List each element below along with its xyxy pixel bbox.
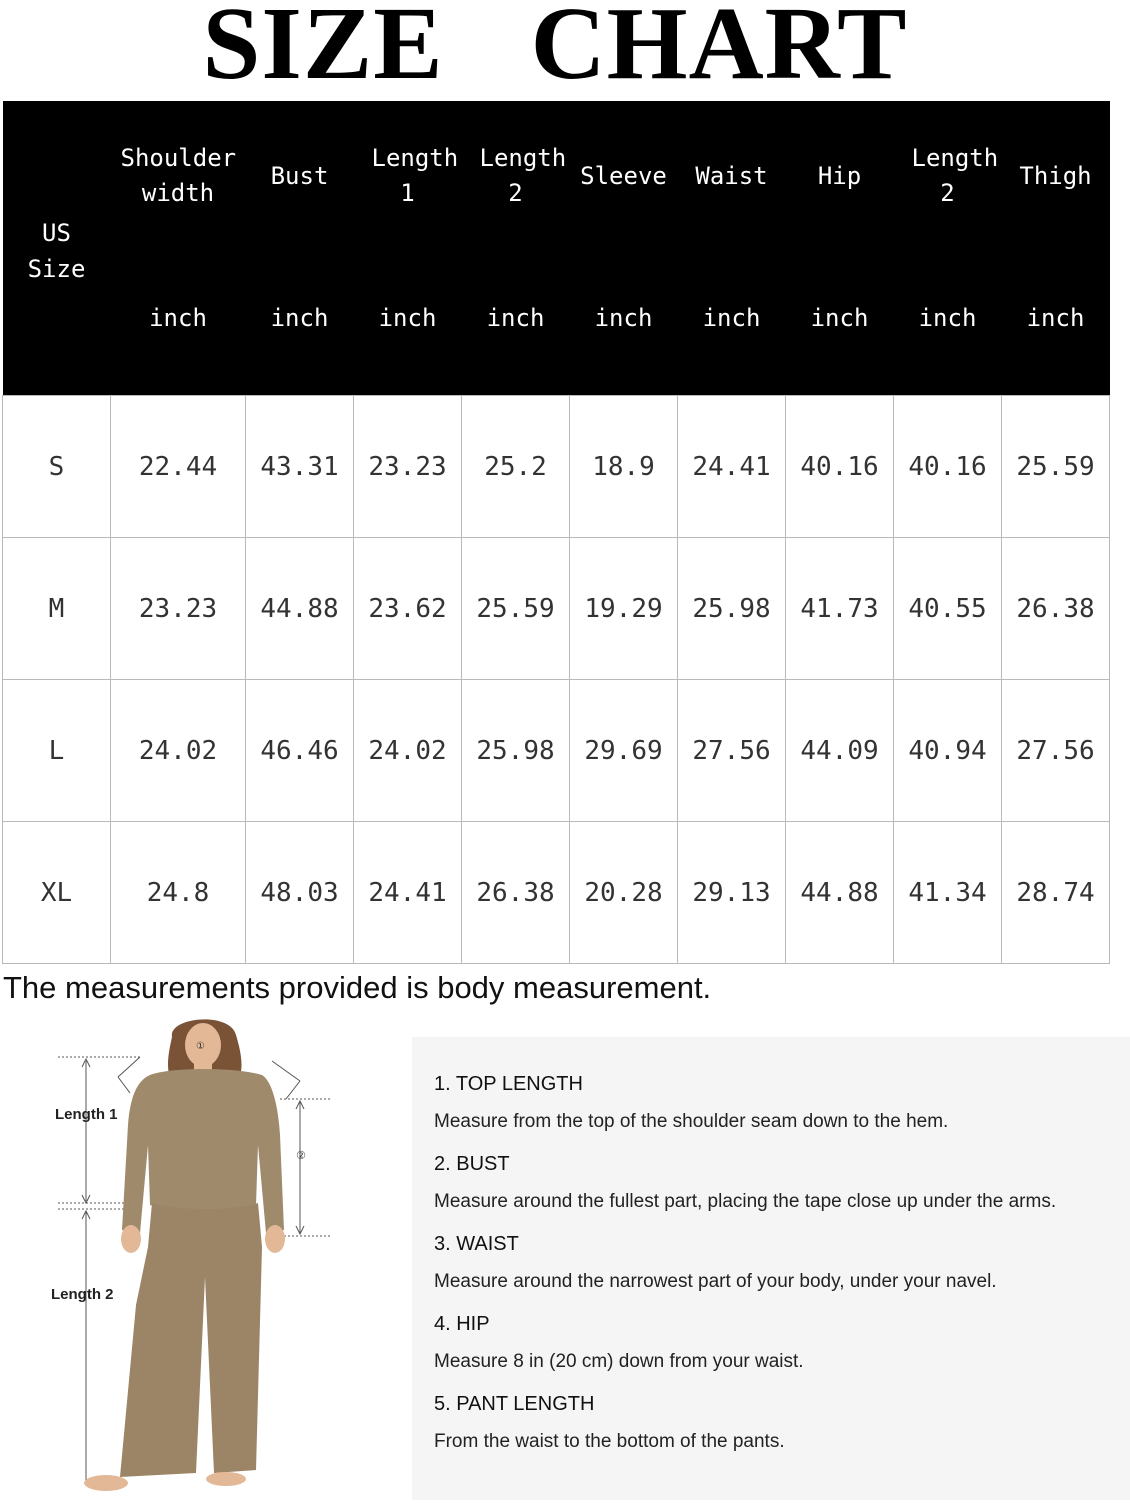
value-cell: 25.98 xyxy=(678,538,786,680)
value-cell: 29.69 xyxy=(570,680,678,822)
measuring-guide-panel xyxy=(412,1037,1130,1500)
header-unit: inch xyxy=(894,251,1002,396)
value-cell: 44.09 xyxy=(786,680,894,822)
header-unit: inch xyxy=(354,251,462,396)
guide-item-desc: Measure around the fullest part, placing the tape close up under the arms. xyxy=(434,1191,1057,1212)
pants-shape xyxy=(120,1203,262,1477)
value-cell: 29.13 xyxy=(678,822,786,964)
chart-title: SIZE CHART xyxy=(202,0,908,101)
bust-marker: ② xyxy=(296,1149,306,1162)
value-cell: 41.34 xyxy=(894,822,1002,964)
value-cell: 23.62 xyxy=(354,538,462,680)
measurement-note: The measurements provided is body measurement. xyxy=(3,970,712,1005)
guide-item-title: 5. PANT LENGTH xyxy=(434,1393,595,1415)
header-unit: inch xyxy=(462,251,570,396)
value-cell: 40.94 xyxy=(894,680,1002,822)
size-cell: XL xyxy=(3,822,111,964)
table-row xyxy=(3,822,1110,964)
value-cell: 40.16 xyxy=(894,396,1002,538)
model-illustration xyxy=(0,1015,410,1500)
value-cell: 44.88 xyxy=(786,822,894,964)
shoulder-marker: ① xyxy=(196,1041,205,1052)
header-unit: inch xyxy=(246,251,354,396)
value-cell: 27.56 xyxy=(1002,680,1110,822)
header-us-size: US Size xyxy=(3,101,111,396)
guide-item-desc: From the waist to the bottom of the pants. xyxy=(434,1431,785,1452)
header-column-name: Length 2 xyxy=(462,101,570,251)
value-cell: 25.59 xyxy=(462,538,570,680)
header-column-name: Sleeve xyxy=(570,101,678,251)
left-foot-shape xyxy=(84,1475,128,1491)
value-cell: 22.44 xyxy=(111,396,246,538)
value-cell: 48.03 xyxy=(246,822,354,964)
header-unit: inch xyxy=(786,251,894,396)
value-cell: 40.55 xyxy=(894,538,1002,680)
header-unit: inch xyxy=(570,251,678,396)
value-cell: 23.23 xyxy=(111,538,246,680)
right-foot-shape xyxy=(206,1472,246,1486)
guide-item-title: 2. BUST xyxy=(434,1153,510,1175)
header-column-name: Length 1 xyxy=(354,101,462,251)
value-cell: 41.73 xyxy=(786,538,894,680)
size-cell: S xyxy=(3,396,111,538)
value-cell: 25.98 xyxy=(462,680,570,822)
guide-item-desc: Measure 8 in (20 cm) down from your waist. xyxy=(434,1351,804,1372)
value-cell: 24.02 xyxy=(354,680,462,822)
value-cell: 40.16 xyxy=(786,396,894,538)
header-unit: inch xyxy=(1002,251,1110,396)
guide-item-title: 4. HIP xyxy=(434,1313,490,1335)
table-header xyxy=(3,101,1110,396)
guide-item-title: 3. WAIST xyxy=(434,1233,519,1255)
header-column-name: Hip xyxy=(786,101,894,251)
value-cell: 44.88 xyxy=(246,538,354,680)
header-column-name: Waist xyxy=(678,101,786,251)
value-cell: 25.59 xyxy=(1002,396,1110,538)
header-column-name: Thigh xyxy=(1002,101,1110,251)
header-column-name: Length 2 xyxy=(894,101,1002,251)
length-1-label: Length 1 xyxy=(55,1106,118,1123)
guide-item-desc: Measure from the top of the shoulder seam down to the hem. xyxy=(434,1111,949,1132)
size-cell: L xyxy=(3,680,111,822)
guide-item-desc: Measure around the narrowest part of your body, under your navel. xyxy=(434,1271,997,1292)
value-cell: 43.31 xyxy=(246,396,354,538)
guide-item-title: 1. TOP LENGTH xyxy=(434,1073,583,1095)
size-table xyxy=(2,101,1110,964)
left-hand-shape xyxy=(121,1225,141,1253)
value-cell: 24.41 xyxy=(678,396,786,538)
value-cell: 28.74 xyxy=(1002,822,1110,964)
value-cell: 19.29 xyxy=(570,538,678,680)
sweater-shape xyxy=(122,1069,284,1233)
value-cell: 23.23 xyxy=(354,396,462,538)
header-unit: inch xyxy=(678,251,786,396)
value-cell: 27.56 xyxy=(678,680,786,822)
size-cell: M xyxy=(3,538,111,680)
table-row xyxy=(3,680,1110,822)
length-2-label: Length 2 xyxy=(51,1286,114,1303)
header-unit: inch xyxy=(111,251,246,396)
value-cell: 26.38 xyxy=(1002,538,1110,680)
value-cell: 24.41 xyxy=(354,822,462,964)
table-body xyxy=(3,396,1110,964)
table-row xyxy=(3,396,1110,538)
value-cell: 26.38 xyxy=(462,822,570,964)
value-cell: 25.2 xyxy=(462,396,570,538)
value-cell: 20.28 xyxy=(570,822,678,964)
table-row xyxy=(3,538,1110,680)
value-cell: 24.02 xyxy=(111,680,246,822)
model-figure xyxy=(0,1015,410,1500)
value-cell: 24.8 xyxy=(111,822,246,964)
header-column-name: Bust xyxy=(246,101,354,251)
header-column-name: Shoulder width xyxy=(111,101,246,251)
value-cell: 46.46 xyxy=(246,680,354,822)
value-cell: 18.9 xyxy=(570,396,678,538)
right-hand-shape xyxy=(265,1225,285,1253)
